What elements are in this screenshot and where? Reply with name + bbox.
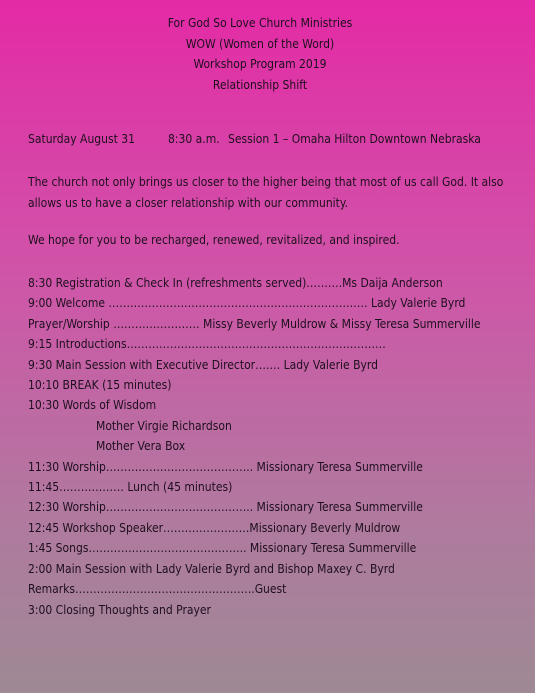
session-time: 8:30 a.m.	[168, 132, 220, 146]
schedule-item: 11:45……………… Lunch (45 minutes)	[28, 480, 233, 495]
schedule-item: 2:00 Main Session with Lady Valerie Byrd and Bishop Maxey C. Byrd	[28, 561, 395, 576]
schedule-item: Prayer/Worship …………………… Missy Beverly Muldrow & Missy Teresa Summerville	[28, 316, 481, 331]
schedule-list	[28, 273, 481, 620]
schedule-item: 12:30 Worship………………………………….. Missionary Teresa Summerville	[28, 500, 423, 515]
schedule-speaker: Mother Vera Box	[96, 439, 186, 454]
intro-paragraph: The church not only brings us closer to the higher being that most of us call God. It also allows us to have a closer relationship with our community.	[28, 175, 504, 210]
schedule-item: 11:30 Worship………………………………….. Missionary Teresa Summerville	[28, 459, 423, 474]
church-name: For God So Love Church Ministries	[167, 16, 353, 30]
program-header	[0, 13, 520, 95]
schedule-item: 10:30 Words of Wisdom	[28, 398, 157, 413]
program-theme: Relationship Shift	[212, 77, 308, 92]
group-name: WOW (Women of the Word)	[185, 36, 335, 51]
session-line	[28, 132, 481, 146]
schedule-item: 9:00 Welcome ……………………………………………………………… Lady Valerie Byrd	[28, 296, 466, 311]
schedule-speaker: Mother Virgie Richardson	[96, 418, 232, 433]
schedule-item: 3:00 Closing Thoughts and Prayer	[28, 602, 211, 617]
session-location: Session 1 – Omaha Hilton Downtown Nebraska	[228, 132, 481, 146]
hope-statement: We hope for you to be recharged, renewed, revitalized, and inspired.	[28, 233, 400, 247]
schedule-item: 10:10 BREAK (15 minutes)	[28, 378, 172, 393]
schedule-item: 8:30 Registration & Check In (refreshments served)……….Ms Daija Anderson	[28, 276, 443, 290]
program-title: Workshop Program 2019	[193, 57, 327, 71]
schedule-item: 9:15 Introductions………………………………………………………………	[28, 337, 386, 352]
schedule-item: 12:45 Workshop Speaker……………………Missionary Beverly Muldrow	[28, 520, 401, 535]
schedule-item: 1:45 Songs…………………………………….. Missionary Teresa Summerville	[28, 541, 417, 556]
session-date: Saturday August 31	[28, 132, 135, 146]
schedule-item: Remarks…………………………………………..Guest	[28, 582, 287, 597]
schedule-item: 9:30 Main Session with Executive Director……. Lady Valerie Byrd	[28, 357, 378, 372]
